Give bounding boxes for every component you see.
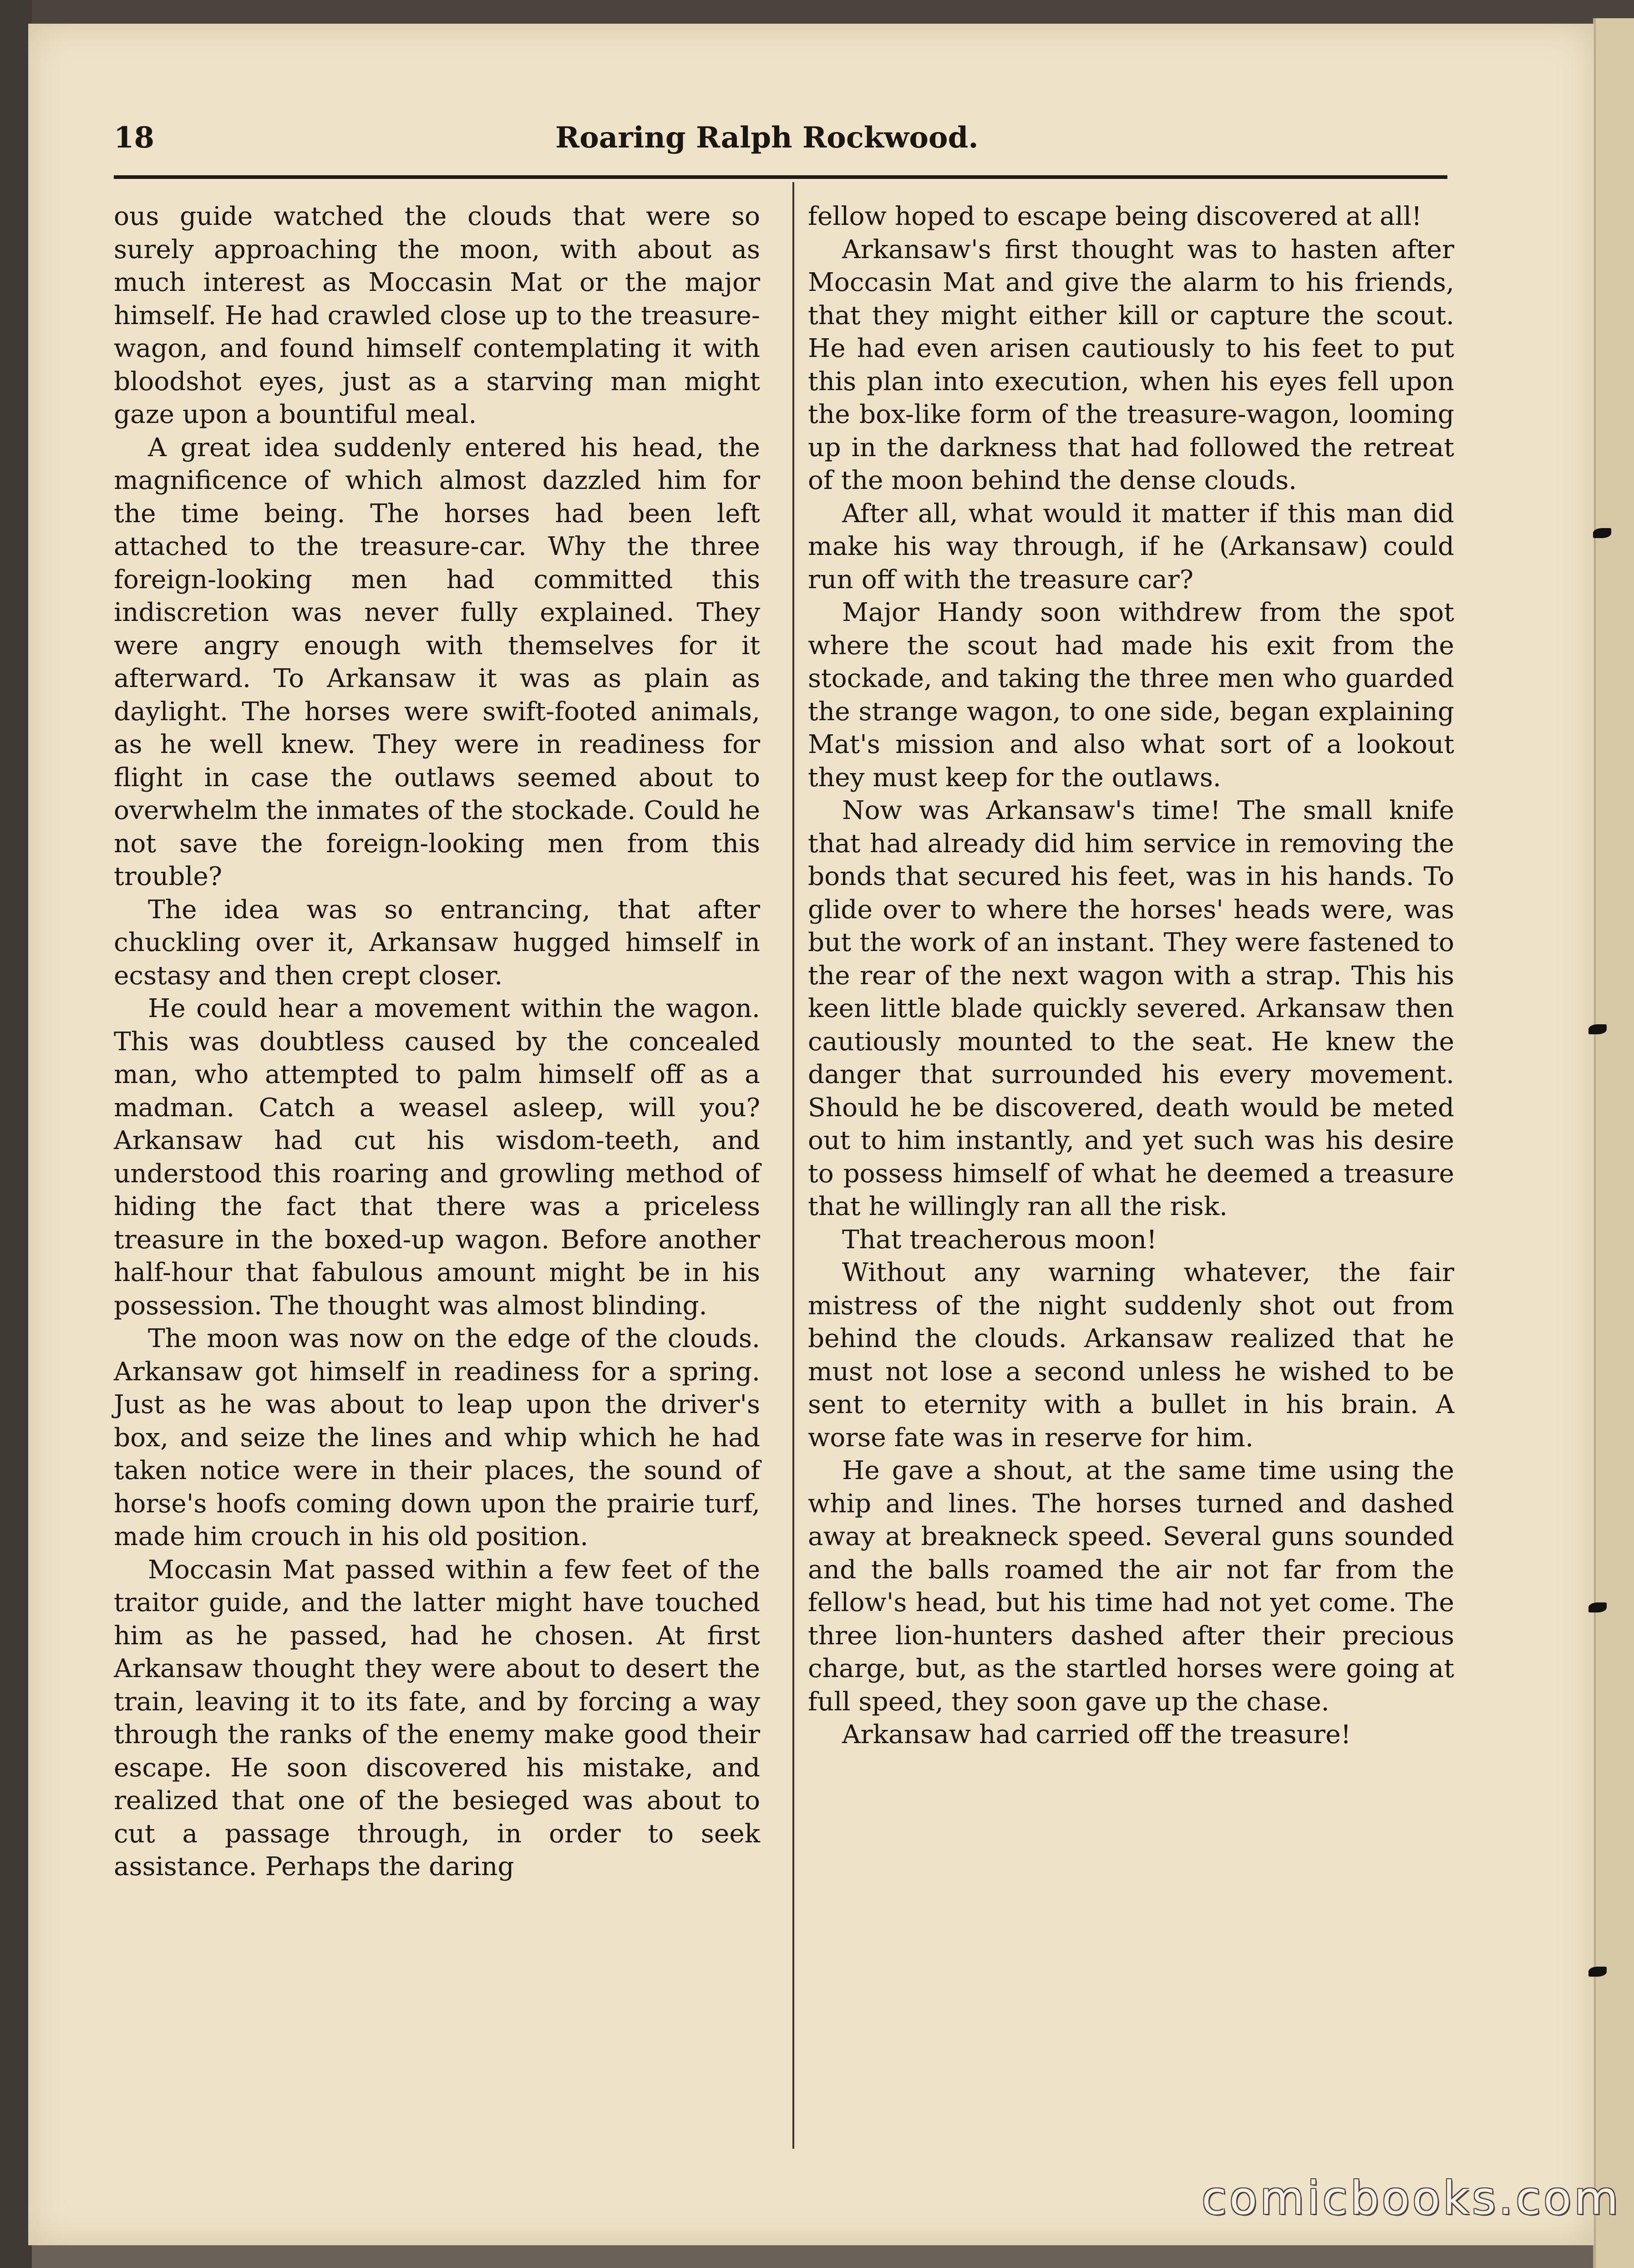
watermark: comicbooks.com [1202, 2171, 1621, 2225]
scan-background-left [0, 0, 32, 2268]
running-title: Roaring Ralph Rockwood. [555, 121, 979, 155]
paragraph: The moon was now on the edge of the clouds. Arkansaw got himself in readiness for a spring. Just as he was about to leap upon the driver's box, and seize the lines and whip which he had taken notice were in their places, the sound of horse's hoofs coming down upon the prairie turf, made him crouch in his old position. [114, 1324, 760, 1551]
paragraph: The idea was so entrancing, that after chuckling over it, Arkansaw hugged himself in ecstasy and then crept closer. [114, 895, 760, 991]
paragraph: He could hear a movement within the wagon. This was doubtless caused by the concealed man, who attempted to palm himself off as a madman. Catch a weasel asleep, will you? Arkansaw had cut his wisdom-teeth, and understood this roaring and growling method of hiding the fact that there was a priceless treasure in the boxed-up wagon. Before another half-hour that fabulous amount might be in his possession. The thought was almost blinding. [114, 994, 760, 1321]
paragraph: Arkansaw's first thought was to hasten after Moccasin Mat and give the alarm to his friends, that they might either kill or capture the scout. He had even arisen cautiously to his feet to put this plan into execution, when his eyes fell upon the box-like form of the treasure-wagon, looming up in the darkness that had followed the retreat of the moon behind the dense clouds. [808, 234, 1454, 495]
binding-mark [1593, 528, 1611, 538]
paragraph: Now was Arkansaw's time! The small knife that had already did him service in removing the bonds that secured his feet, was in his hands. To glide over to where the horses' heads were, was but the work of an instant. They were fastened to the rear of the next wagon with a strap. This his keen little blade quickly severed. Arkansaw then cautiously mounted to the seat. He knew the danger that surrounded his every movement. Should he be discovered, death would be meted out to him instantly, and yet such was his desire to possess himself of what he deemed a treasure that he willingly ran all the risk. [808, 796, 1454, 1221]
paragraph: Moccasin Mat passed within a few feet of the traitor guide, and the latter might have touched him as he passed, had he chosen. At first Arkansaw thought they were about to desert the train, leaving it to its fate, and by forcing a way through the ranks of the enemy make good their escape. He soon discovered his mistake, and realized that one of the besieged was about to cut a passage through, in order to seek assistance. Perhaps the daring [114, 1555, 760, 1882]
binding-mark [1588, 1967, 1607, 1977]
paragraph: Major Handy soon withdrew from the spot where the scout had made his exit from the stockade, and taking the three men who guarded the strange wagon, to one side, began explaining Mat's mission and also what sort of a lookout they must keep for the outlaws. [808, 598, 1454, 793]
paragraph: fellow hoped to escape being discovered at all! [808, 202, 1422, 231]
left-column [114, 200, 760, 2140]
binding-mark [1588, 1024, 1607, 1034]
paragraph: That treacherous moon! [842, 1225, 1157, 1255]
column-divider [792, 182, 794, 2149]
paragraph: A great idea suddenly entered his head, the magnificence of which almost dazzled him for the time being. The horses had been left attached to the treasure-car. Why the three foreign-looking men had committed this indiscretion was never fully explained. They were angry enough with themselves for it afterward. To Arkansaw it was as plain as daylight. The horses were swift-footed animals, as he well knew. They were in readiness for flight in case the outlaws seemed about to overwhelm the inmates of the stockade. Could he not save the foreign-looking men from this trouble? [114, 432, 760, 891]
header-rule [114, 175, 1447, 179]
right-column [808, 200, 1454, 2140]
page-number: 18 [114, 121, 155, 155]
paragraph: He gave a shout, at the same time using the whip and lines. The horses turned and dashed away at breakneck speed. Several guns sounded and the balls roamed the air not far from the fellow's head, but his time had not yet come. The three lion-hunters dashed after their precious charge, but, as the startled horses were going at full speed, they soon gave up the chase. [808, 1456, 1454, 1717]
binding-gutter [1593, 18, 1634, 2268]
paragraph: Arkansaw had carried off the treasure! [842, 1720, 1351, 1749]
paragraph: After all, what would it matter if this man did make his way through, if he (Arkansaw) could run off with the treasure car? [808, 498, 1454, 595]
paragraph: ous guide watched the clouds that were so surely approaching the moon, with about as much interest as Moccasin Mat or the major himself. He had crawled close up to the treasure-wagon, and found himself contemplating it with bloodshot eyes, just as a starving man might gaze upon a bountiful meal. [114, 202, 760, 429]
binding-mark [1588, 1602, 1607, 1612]
paragraph: Without any warning whatever, the fair mistress of the night suddenly shot out from behind the clouds. Arkansaw realized that he must not lose a second unless he wished to be sent to eternity with a bullet in his brain. A worse fate was in reserve for him. [808, 1258, 1454, 1453]
